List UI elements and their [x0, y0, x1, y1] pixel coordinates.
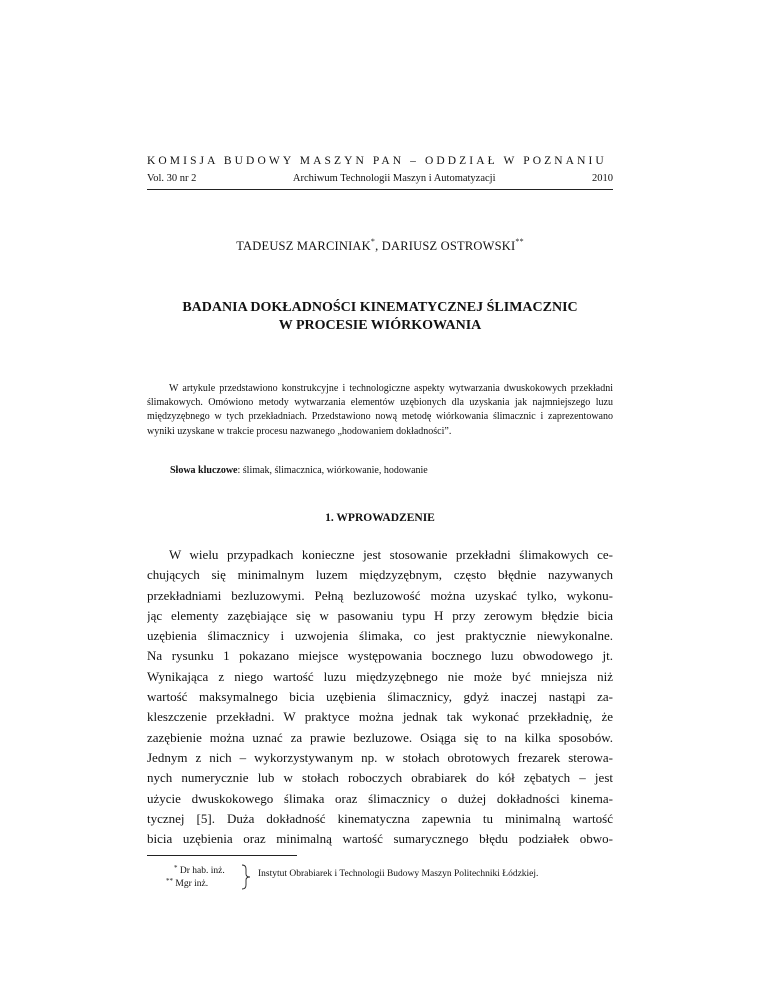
authors-line [147, 237, 613, 254]
footnote-institution: Instytut Obrabiarek i Technologii Budowy Maszyn Politechniki Łódzkiej. [258, 869, 539, 879]
footnote-2 [166, 877, 208, 889]
body-line: jąc elementy zazębiające się w pasowaniu typu H przy zerowym błędzie bicia [147, 607, 613, 623]
body-line: bicia uzębienia oraz minimalną wartość sumarycznego błędu podziałek obwo- [147, 831, 613, 847]
keywords [170, 465, 428, 476]
curly-brace-icon [241, 864, 251, 890]
journal-header: KOMISJA BUDOWY MASZYN PAN – ODDZIAŁ W POZNANIU [147, 155, 607, 167]
section-heading: 1. WPROWADZENIE [325, 512, 435, 524]
author-2: DARIUSZ OSTROWSKI [381, 239, 516, 253]
year-label: 2010 [592, 173, 613, 184]
body-line: Na rysunku 1 pokazano miejsce występowania bocznego luzu obwodowego jt. [147, 648, 613, 664]
footnote-1-text: Dr hab. inż. [179, 866, 225, 876]
body-line: przekładniami bezluzowymi. Pełną bezluzowość można uzyskać tylko, wykonu- [147, 587, 613, 603]
body-line: chujących się minimalnym luzem międzyzębnym, często błędnie nazywanych [147, 567, 613, 583]
abstract-text: W artykule przedstawiono konstrukcyjne i technologiczne aspekty wytwarzania dwuskokowych przekładni ślimakowych. Omówiono metody wytwarzania elementów uzębionych dla uzyskania jak najmniejszego luzu międzyzębnego w tych przekładniach. Przedstawiono nową metodę wiórkowania ślimacznic i zaprezentowano wyniki uzyskane w trakcie procesu nazwanego „hodowaniem dokładności”. [147, 383, 613, 437]
footnote-2-text: Mgr inż. [175, 879, 209, 889]
author-1-mark: * [370, 237, 376, 246]
paper-title [147, 299, 613, 335]
title-line-2: W PROCESIE WIÓRKOWANIA [278, 318, 482, 333]
footnote-1-mark: * [174, 864, 178, 872]
body-line: wartość maksymalnego bicia uzębienia ślimacznicy, gdyż inaczej nastąpi za- [147, 689, 613, 705]
author-1: TADEUSZ MARCINIAK [236, 239, 371, 253]
keywords-text: : ślimak, ślimacznica, wiórkowanie, hodowanie [237, 465, 428, 476]
footnote-2-mark: ** [166, 877, 173, 885]
body-line: zazębienie można uznać za prawie bezluzowe. Osiąga się to na kilka sposobów. [147, 729, 613, 745]
volume-label: Vol. 30 nr 2 [147, 173, 197, 184]
body-line: nych numerycznie lub w stołach roboczych obrabiarek do kół zębatych – jest [147, 770, 613, 786]
body-line: tycznej [5]. Duża dokładność kinematyczna zapewnia tu minimalną wartość [147, 810, 613, 826]
body-line: kleszczenie przekładni. W praktyce można jednak tak wykonać przekładnię, że [147, 709, 613, 725]
author-2-mark: ** [515, 237, 524, 246]
title-line-1: BADANIA DOKŁADNOŚCI KINEMATYCZNEJ ŚLIMACZNIC [182, 300, 578, 315]
author-separator: , [375, 239, 382, 253]
footnote-rule [147, 855, 297, 856]
keywords-label: Słowa kluczowe [170, 465, 238, 476]
journal-meta-row [147, 173, 613, 184]
body-line: Jednym z nich – wykorzystywanym np. w stołach obrotowych frezarek sterowa- [147, 749, 613, 765]
header-rule [147, 189, 613, 190]
body-line: uzębienia ślimacznicy i uzwojenia ślimaka, co jest praktycznie niewykonalne. [147, 628, 613, 644]
journal-name: Archiwum Technologii Maszyn i Automatyzacji [292, 173, 496, 184]
abstract [147, 382, 613, 439]
body-line: W wielu przypadkach konieczne jest stosowanie przekładni ślimakowych ce- [169, 547, 613, 562]
body-line: użycie dwuskokowego ślimaka oraz ślimacznicy o dużej dokładności kinema- [147, 790, 613, 806]
body-paragraph [147, 545, 613, 849]
footnote-1 [174, 864, 225, 876]
body-line: Wynikająca z niego wartość luzu międzyzębnego nie może być mniejsza niż [147, 668, 613, 684]
